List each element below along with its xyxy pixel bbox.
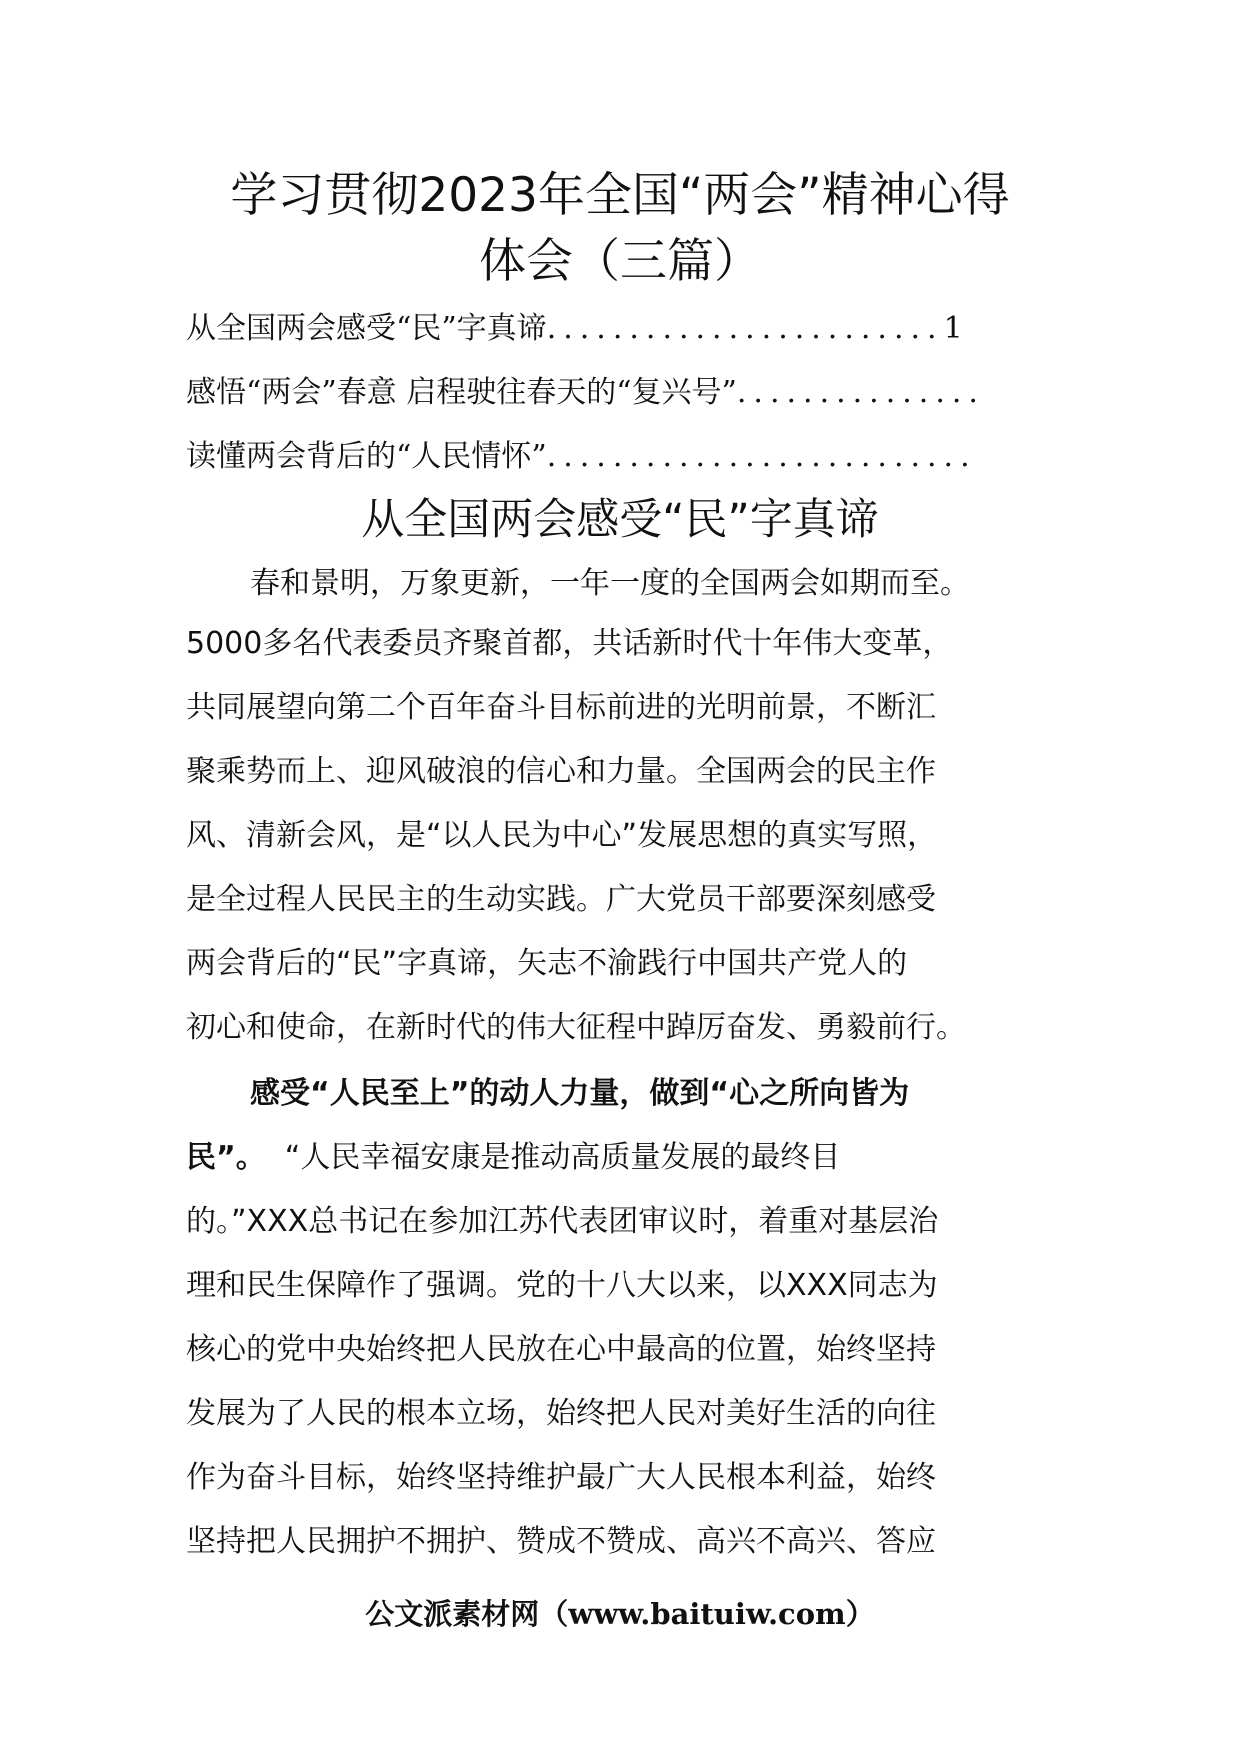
body-text-line: 两会背后的“民”字真谛，矢志不渝践行中国共产党人的 — [186, 946, 908, 981]
body-text-line: 初心和使命，在新时代的伟大征程中踔厉奋发、勇毅前行。 — [186, 1010, 966, 1045]
toc-entry[interactable] — [186, 373, 985, 413]
toc-leader-dots: ........................ — [546, 311, 944, 346]
toc-entry-title: 读懂两会背后的“人民情怀” — [186, 439, 547, 474]
document-title-line-1: 学习贯彻2023年全国“两会”精神心得 — [230, 168, 1010, 223]
body-text-line: 5000多名代表委员齐聚首都，共话新时代十年伟大变革， — [186, 626, 953, 661]
toc-leader-dots: .......................... — [546, 439, 977, 474]
toc-entry-title: 感悟“两会”春意 启程驶往春天的“复兴号” — [186, 375, 737, 410]
section-title: 从全国两会感受“民”字真谛 — [361, 495, 879, 545]
body-text-line: 春和景明，万象更新，一年一度的全国两会如期而至。 — [250, 566, 970, 601]
toc-page-number: 1 — [943, 311, 963, 346]
toc-entry-title: 从全国两会感受“民”字真谛 — [186, 311, 547, 346]
toc-leader-dots: ............... — [736, 375, 985, 410]
body-text-segment: “人民幸福安康是推动高质量发展的最终目 — [284, 1140, 841, 1175]
body-text-line: 核心的党中央始终把人民放在心中最高的位置，始终坚持 — [186, 1332, 936, 1367]
body-text-line: 的。”XXX总书记在参加江苏代表团审议时，着重对基层治 — [186, 1204, 939, 1239]
body-text-line: 理和民生保障作了强调。党的十八大以来，以XXX同志为 — [186, 1268, 938, 1303]
body-text-line: 作为奋斗目标，始终坚持维护最广大人民根本利益，始终 — [186, 1460, 936, 1495]
toc-entry[interactable] — [186, 437, 977, 477]
body-text-line: 共同展望向第二个百年奋斗目标前进的光明前景，不断汇 — [186, 690, 936, 725]
body-text-line: 风、清新会风，是“以人民为中心”发展思想的真实写照， — [186, 818, 938, 853]
body-text-line: 坚持把人民拥护不拥护、赞成不赞成、高兴不高兴、答应 — [186, 1524, 936, 1559]
body-text-line: 发展为了人民的根本立场，始终把人民对美好生活的向往 — [186, 1396, 936, 1431]
footer-watermark: 公文派素材网（www.baituiw.com） — [365, 1597, 875, 1631]
body-text-line: 聚乘势而上、迎风破浪的信心和力量。全国两会的民主作 — [186, 754, 936, 789]
body-text-line: 是全过程人民民主的生动实践。广大党员干部要深刻感受 — [186, 882, 936, 917]
subheading-end: 民”。 — [186, 1140, 266, 1175]
subheading-continuation-line — [186, 1136, 840, 1180]
subheading-line: 感受“人民至上”的动人力量，做到“心之所向皆为 — [250, 1076, 910, 1111]
document-title-line-2: 体会（三篇） — [479, 234, 761, 289]
toc-entry[interactable] — [186, 309, 963, 349]
